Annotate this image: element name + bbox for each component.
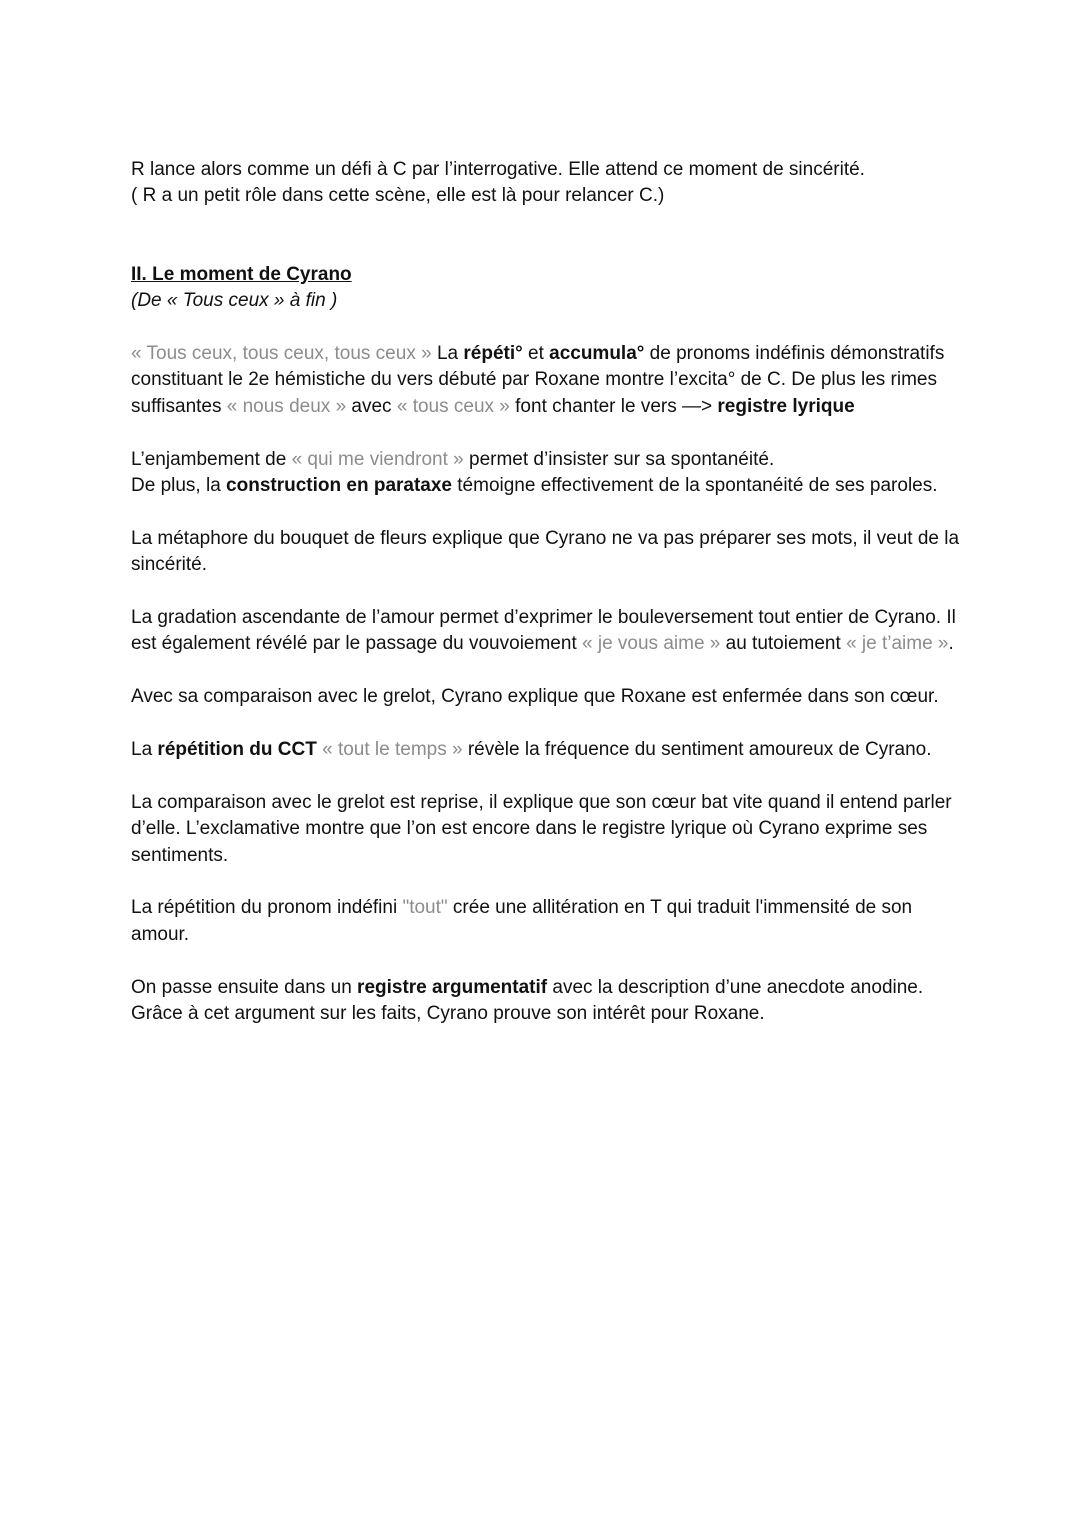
- quote: « je t’aime »: [846, 633, 949, 655]
- paragraph-metaphore: La métaphore du bouquet de fleurs explique que Cyrano ne va pas préparer ses mots, il veut de la sincérité.: [131, 527, 960, 576]
- paragraph-argumentatif: [131, 975, 971, 1028]
- quote: « tout le temps »: [322, 739, 463, 761]
- bold-term: construction en parataxe: [226, 475, 452, 497]
- text: On passe ensuite dans un: [131, 976, 358, 998]
- text: témoigne effectivement de la spontanéité de ses paroles.: [452, 475, 938, 497]
- text: révèle la fréquence du sentiment amoureux de Cyrano.: [462, 739, 932, 761]
- bold-term: registre lyrique: [717, 395, 855, 417]
- quote: « Tous ceux, tous ceux, tous ceux »: [131, 343, 432, 365]
- text: De plus, la: [131, 475, 227, 497]
- quote: "tout": [402, 897, 448, 919]
- text: avec la description d’une anecdote anodine. Grâce à cet argument sur les faits, Cyrano prouve son intérêt pour Roxane.: [131, 976, 924, 1025]
- text: et: [522, 343, 550, 365]
- bold-term: répétition du CCT: [157, 739, 317, 761]
- text: L’enjambement de: [131, 448, 292, 470]
- text: La: [431, 343, 464, 365]
- quote: « je vous aime »: [582, 633, 721, 655]
- text: permet d’insister sur sa spontanéité.: [463, 448, 775, 470]
- text: au tutoiement: [720, 633, 847, 655]
- text: crée une allitération en T qui traduit l'immensité de son amour.: [131, 897, 913, 945]
- intro-line-1: R lance alors comme un défi à C par l’interrogative. Elle attend ce moment de sincérité.: [131, 159, 865, 180]
- text: de pronoms indéfinis démonstratifs constituant le 2e hémistiche du vers débuté par Roxane montre l’excita° de C. De plus les rimes suffisantes: [131, 343, 945, 417]
- section-subtitle: (De « Tous ceux » à fin ): [131, 290, 338, 312]
- paragraph-repetition: [131, 341, 971, 420]
- paragraph-enjambement: [131, 447, 971, 500]
- text: La gradation ascendante de l’amour permet d’exprimer le bouleversement tout entier de Cyrano. Il est également révélé par le passage du vouvoiement: [131, 607, 956, 655]
- text: La: [131, 739, 158, 761]
- paragraph-allitteration: [131, 895, 971, 948]
- quote: « qui me viendront »: [291, 448, 464, 470]
- intro-line-2: ( R a un petit rôle dans cette scène, elle est là pour relancer C.): [131, 185, 665, 207]
- bold-term: accumula°: [549, 343, 645, 365]
- text: .: [948, 633, 954, 655]
- text: La répétition du pronom indéfini: [131, 897, 403, 919]
- paragraph-grelot: Avec sa comparaison avec le grelot, Cyrano explique que Roxane est enfermée dans son cœur.: [131, 686, 939, 708]
- section-title: II. Le moment de Cyrano: [131, 263, 352, 285]
- document-body: [131, 157, 971, 1027]
- bold-term: répéti°: [463, 343, 523, 365]
- quote: « nous deux »: [226, 395, 347, 417]
- quote: « tous ceux »: [396, 395, 510, 417]
- text: avec: [346, 395, 397, 417]
- paragraph-grelot-reprise: La comparaison avec le grelot est reprise, il explique que son cœur bat vite quand il entend parler d’elle. L’exclamative montre que l’on est encore dans le registre lyrique où Cyrano exprime ses sentiments.: [131, 791, 952, 866]
- bold-term: registre argumentatif: [357, 976, 548, 998]
- paragraph-gradation: [131, 605, 971, 658]
- text: font chanter le vers —>: [509, 395, 718, 417]
- paragraph-cct: [131, 737, 971, 763]
